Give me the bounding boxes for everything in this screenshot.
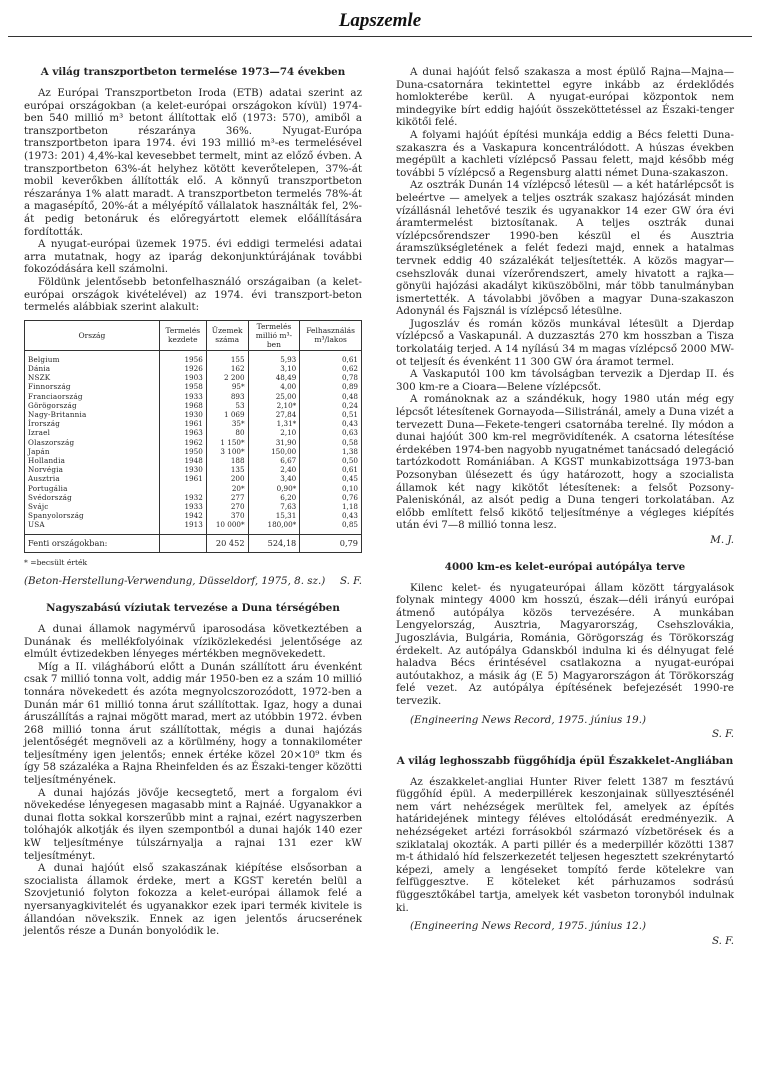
- table-row: [25, 350, 362, 364]
- value-cell: 80: [206, 428, 248, 437]
- table-row: [25, 493, 362, 502]
- value-cell: 48,49: [248, 373, 300, 382]
- value-cell: 5,93: [248, 350, 300, 364]
- value-cell: 6,67: [248, 456, 300, 465]
- table-row: [25, 520, 362, 534]
- value-cell: 1926: [159, 364, 206, 373]
- value-cell: 1,38: [300, 447, 362, 456]
- table-row: [25, 484, 362, 493]
- table-row: [25, 502, 362, 511]
- value-cell: 53: [206, 401, 248, 410]
- value-cell: 0,48: [300, 392, 362, 401]
- country-cell: Japán: [25, 447, 160, 456]
- country-cell: Ausztria: [25, 474, 160, 483]
- article1-title: A világ transzportbeton termelése 1973—74 években: [40, 66, 346, 78]
- value-cell: 1903: [159, 373, 206, 382]
- value-cell: 4,00: [248, 382, 300, 391]
- article3-title: 4000 km-es kelet-európai autópálya terve: [444, 560, 686, 573]
- article4-paragraph-1: Az északkelet-angliai Hunter River felett 1387 m fesztávú függőhíd épül. A mederpillérek keszonjainak süllyesztésénél nem várt nehézségek merültek fel, amelyek az építés határidejének mintegy féléves eltolódását eredményezik. A nehézségeket artézi forrásokból származó vízbetörések és a sziklatalaj okozták. A parti pillér és a mederpillér közötti 1387 m-t áthidaló híd felszerkezetét teljesen hegesztett szekrénytartó képezi, amely a lengéseket tompító ferde kötelekre van felfüggesztve. E köteleket két párhuzamos sodrású függesztőkábel tartja, amelyek két vasbeton toronyból indulnak ki.: [396, 775, 734, 914]
- value-cell: 1 069: [206, 410, 248, 419]
- value-cell: 20*: [206, 484, 248, 493]
- table-row: [25, 401, 362, 410]
- table-header: Ország: [25, 320, 160, 350]
- value-cell: 1930: [159, 465, 206, 474]
- article2-signature: M. J.: [710, 533, 734, 546]
- value-cell: 1942: [159, 511, 206, 520]
- value-cell: 6,20: [248, 493, 300, 502]
- value-cell: 0,61: [300, 350, 362, 364]
- value-cell: 180,00*: [248, 520, 300, 534]
- value-cell: 25,00: [248, 392, 300, 401]
- value-cell: 10 000*: [206, 520, 248, 534]
- value-cell: 1,31*: [248, 419, 300, 428]
- article4-title: A világ leghosszabb függőhídja épül Északkelet-Angliában: [396, 754, 734, 767]
- value-cell: 2,10: [248, 428, 300, 437]
- table-row: [25, 465, 362, 474]
- article2-paragraph-7: Az osztrák Dunán 14 vízlépcső létesül — a két határlépcsőt is beleértve — amelyek a teljes osztrák szakasz hajózását minden vízállásnál lehetővé teszik és ugyanakkor 14 ezer GW óra évi áramtermelést biztosítanak. A teljes osztrák dunai vízlépcsőrendszer 1990-ben készül el és Ausztria áramszükségletének a felét fedezi majd, ennek a hatalmas tervnek eddig 40 százalékát teljesítették. A közös magyar—csehszlovák dunai vízerőrendszert, amely hivatott a rajka—gönyüi hajózási akadályt kiküszöbölni, már több tanulmányban ismertették. A távolabbi jövőben a magyar Duna-szakaszon Adonynál és Fajsznál is vízlépcső létesülne.: [396, 179, 734, 318]
- value-cell: 0,50: [300, 456, 362, 465]
- value-cell: 1 150*: [206, 438, 248, 447]
- value-cell: 1933: [159, 392, 206, 401]
- value-cell: 0,76: [300, 493, 362, 502]
- total-value-cell: [159, 534, 206, 552]
- table-header-row: [25, 320, 362, 350]
- table-header: Termelés kezdete: [159, 320, 206, 350]
- value-cell: 1948: [159, 456, 206, 465]
- country-cell: Izrael: [25, 428, 160, 437]
- table-row: [25, 438, 362, 447]
- article1-source: [24, 575, 362, 588]
- value-cell: 95*: [206, 382, 248, 391]
- article1-source-text: (Beton-Herstellung-Verwendung, Düsseldorf, 1975, 8. sz.): [24, 575, 326, 588]
- table-row: [25, 419, 362, 428]
- value-cell: 3,40: [248, 474, 300, 483]
- article2-paragraph-5: A dunai hajóút felső szakasza a most épülő Rajna—Majna—Duna-csatornára tekintettel egyre inkább az érdeklődés homlokterébe kerül. A nyugat-európai központok nem mindegyike bírt eddig hajóút összeköttetéssel az Északi-tenger kikötői felé.: [396, 66, 734, 129]
- country-cell: Franciaország: [25, 392, 160, 401]
- value-cell: [159, 484, 206, 493]
- left-column: [24, 66, 362, 938]
- value-cell: 0,10: [300, 484, 362, 493]
- value-cell: 0,90*: [248, 484, 300, 493]
- value-cell: 277: [206, 493, 248, 502]
- country-cell: Nagy-Britannia: [25, 410, 160, 419]
- article2-paragraph-8: Jugoszláv és román közös munkával létesült a Djerdap vízlépcső a Vaskapunál. A duzzasztás 270 km hosszban a Tisza torkolatáig terjed. A 14 nyílású 34 m magas vízlépcső 2000 MW-ot teljesít és évenként 11 300 GW óra áramot termel.: [396, 317, 734, 368]
- article2-title: Nagyszabású víziutak tervezése a Duna térségében: [46, 601, 340, 614]
- article2-paragraph-4: A dunai hajóút első szakaszának kiépítése elsősorban a szocialista államok érdeke, mert a KGST keretén belül a Szovjetunió folyton fokozza a kelet-európai államok felé a nyersanyagkivitelét és ugyanakkor ezek ipari termék kivitele is állandóan növekszik. Ennek az igen jelentős árucserének jelentős része a Dunán bonyolódik le.: [24, 862, 362, 938]
- value-cell: 0,43: [300, 511, 362, 520]
- page-header: [8, 8, 752, 37]
- value-cell: 0,89: [300, 382, 362, 391]
- value-cell: 1962: [159, 438, 206, 447]
- value-cell: 150,00: [248, 447, 300, 456]
- table-row: [25, 373, 362, 382]
- value-cell: 1913: [159, 520, 206, 534]
- page-title: Lapszemle: [338, 10, 422, 31]
- country-cell: USA: [25, 520, 160, 534]
- value-cell: 3 100*: [206, 447, 248, 456]
- article3-paragraph-1: Kilenc kelet- és nyugateurópai állam között tárgyalások folynak mintegy 4000 km hosszú, észak—déli irányú európai átmenő autópálya közös tervezésére. A munkában Lengyelország, Ausztria, Magyarország, Csehszlovákia, Jugoszlávia, Bulgária, Románia, Görögország és Törökország érdekelt. Az autópálya Gdanskból indulna ki és délnyugat felé haladva Bécs érintésével csatlakozna a nyugat-európai autóutakhoz, a másik ág (E 5) Magyarországon át Törökország felé vezet. Az autópálya építésének befejezését 1990-re tervezik.: [396, 581, 734, 707]
- article2-paragraph-6: A folyami hajóút építési munkája eddig a Bécs feletti Duna-szakaszra és a Vaskapura koncentrálódott. A húszas években megépült a kachleti vízlépcső Passau felett, majd később még további 5 vízlépcső a Regensburg alatti német Duna-szakaszon.: [396, 128, 734, 179]
- value-cell: 0,61: [300, 465, 362, 474]
- table-row: [25, 474, 362, 483]
- value-cell: 1963: [159, 428, 206, 437]
- country-cell: Finnország: [25, 382, 160, 391]
- value-cell: 15,31: [248, 511, 300, 520]
- article1-paragraph-3: Földünk jelentősebb betonfelhasználó országaiban (a kelet-európai országok kivételével) az 1974. évi transzport-beton termelés alábbiak szerint alakult:: [24, 275, 362, 314]
- country-cell: Portugália: [25, 484, 160, 493]
- value-cell: 2,40: [248, 465, 300, 474]
- article4-source: (Engineering News Record, 1975. június 12.): [410, 920, 647, 933]
- production-table: [24, 320, 362, 553]
- article2-paragraph-9: A Vaskaputól 100 km távolságban tervezik a Djerdap II. és 300 km-re a Cioara—Belene vízlépcsőt.: [396, 368, 734, 393]
- value-cell: 1961: [159, 474, 206, 483]
- table-row: [25, 456, 362, 465]
- value-cell: 893: [206, 392, 248, 401]
- article1-paragraph-1: Az Európai Transzportbeton Iroda (ETB) adatai szerint az európai országokban (a kelet-európai országokon kívül) 1974-ben 540 millió m³ betont állítottak elő (1973: 570), amiből a transzportbeton részaránya 36%. Nyugat-Európa transzportbeton ipara 1974. évi 193 millió m³-es termelésével (1973: 201) 4,4%-kal kevesebbet termelt, mint az előző évben. A transzportbeton 63%-át helyhez kötött keverőtelepen, 37%-át mobil keverőkben állították elő. A könnyű transzportbeton részaránya 1% alatt maradt. A transzportbeton termelés 78%-át a magasépítő, 20%-át a mélyépítő vállalatok használták fel, 2%-át pedig betonáruk és előregyártott elemek előállítására fordították.: [24, 87, 362, 238]
- value-cell: 2 200: [206, 373, 248, 382]
- value-cell: 155: [206, 350, 248, 364]
- article1-signature: S. F.: [339, 575, 362, 588]
- table-body: [25, 350, 362, 552]
- value-cell: 0,58: [300, 438, 362, 447]
- table-row: [25, 382, 362, 391]
- value-cell: 1930: [159, 410, 206, 419]
- article3-source: (Engineering News Record, 1975. június 19.): [410, 713, 647, 726]
- value-cell: 2,10*: [248, 401, 300, 410]
- right-column: [396, 66, 734, 947]
- article2-paragraph-3: A dunai hajózás jövője kecsegtető, mert a forgalom évi növekedése lényegesen magasabb mint a Rajnáé. Ugyanakkor a dunai flotta sokkal korszerűbb mint a rajnai, ezért nagyszerben tolóhajók alkotják és ilyen szempontból a dunai hajók 140 ezer kW teljesítménye túlszárnyalja a rajnai 131 ezer kW teljesítményt.: [24, 786, 362, 862]
- article1-paragraph-2: A nyugat-európai üzemek 1975. évi eddigi termelési adatai arra mutatnak, hogy az iparág dekonjunktúrájának további fokozódására kell számolni.: [24, 238, 362, 276]
- table-row: [25, 364, 362, 373]
- value-cell: 1961: [159, 419, 206, 428]
- country-cell: Olaszország: [25, 438, 160, 447]
- country-cell: Norvégia: [25, 465, 160, 474]
- country-cell: Svájc: [25, 502, 160, 511]
- value-cell: 0,51: [300, 410, 362, 419]
- country-cell: Görögország: [25, 401, 160, 410]
- table-total-row: [25, 534, 362, 552]
- value-cell: 162: [206, 364, 248, 373]
- value-cell: 1956: [159, 350, 206, 364]
- value-cell: 0,78: [300, 373, 362, 382]
- value-cell: 1933: [159, 502, 206, 511]
- article3-signature: S. F.: [711, 728, 734, 741]
- table-row: [25, 511, 362, 520]
- value-cell: 0,63: [300, 428, 362, 437]
- country-cell: Írország: [25, 419, 160, 428]
- value-cell: 200: [206, 474, 248, 483]
- value-cell: 0,45: [300, 474, 362, 483]
- article2-paragraph-1: A dunai államok nagymérvű iparosodása következtében a Dunának és mellékfolyóinak víziközlekedési jelentősége az elmúlt évtizedekben lényeges mértékben megnövekedett.: [24, 622, 362, 661]
- total-label-cell: Fenti országokban:: [25, 534, 160, 552]
- table-header: Felhasználás m³/lakos: [300, 320, 362, 350]
- table-row: [25, 392, 362, 401]
- table-row: [25, 447, 362, 456]
- table-row: [25, 410, 362, 419]
- value-cell: 0,85: [300, 520, 362, 534]
- total-value-cell: 20 452: [206, 534, 248, 552]
- value-cell: 1,18: [300, 502, 362, 511]
- country-cell: Svédország: [25, 493, 160, 502]
- value-cell: 0,62: [300, 364, 362, 373]
- value-cell: 7,63: [248, 502, 300, 511]
- total-value-cell: 0,79: [300, 534, 362, 552]
- value-cell: 3,10: [248, 364, 300, 373]
- country-cell: NSZK: [25, 373, 160, 382]
- value-cell: 188: [206, 456, 248, 465]
- article4-signature: S. F.: [711, 934, 734, 947]
- table-row: [25, 428, 362, 437]
- value-cell: 270: [206, 502, 248, 511]
- value-cell: 1950: [159, 447, 206, 456]
- value-cell: 0,43: [300, 419, 362, 428]
- table-footnote: * =becsült érték: [24, 557, 88, 567]
- country-cell: Belgium: [25, 350, 160, 364]
- table-header: Üzemek száma: [206, 320, 248, 350]
- country-cell: Dánia: [25, 364, 160, 373]
- value-cell: 1932: [159, 493, 206, 502]
- value-cell: 1958: [159, 382, 206, 391]
- value-cell: 35*: [206, 419, 248, 428]
- article2-paragraph-2: Míg a II. világháború előtt a Dunán szállított áru évenként csak 7 millió tonna volt, addig már 1950-ben ez a szám 10 millió tonnára növekedett és azóta megnyolcszorozódott, 1972-ben a Dunán már 61 millió tonna árut szállítottak. Igaz, hogy a dunai áruszállítás a rajnai mögött marad, mert az utóbbin 1972. évben 268 millió tonna árut szállítottak, mégis a dunai hajózás jelentőségét megnöveli az a körülmény, hogy a tonnakilométer teljesítmény igen jelentős; ennek értéke közel 20×10⁹ tkm és így 58 százaléka a Rajna Rheinfelden és az Északi-tenger közötti teljesítményének.: [24, 660, 363, 787]
- article2-paragraph-10: A románoknak az a szándékuk, hogy 1980 után még egy lépcsőt létesítenek Gornayoda—Silistránál, amely a Duna vizét a tervezett Duna—Fekete-tengeri csatornába terelné. Ily módon a dunai hajóút 300 km-rel megrövidítenék. A csatorna létesítése érdekében 1974-ben nagyobb nyugatnémet tanácsadó delegáció tartózkodott Romániában. A KGST munkabizottsága 1973-ban Pozsonyban ülésezett és úgy határozott, hogy a szocialista államok két nagy kikötőt létesítenek: a felsőt Pozsony-Paleniskónál, az alsót pedig a Duna tengeri torkolatában. Az előbb említett felső kikötő teljesítménye a végleges kiépítés után évi 7—8 millió tonna lesz.: [396, 393, 734, 532]
- value-cell: 27,84: [248, 410, 300, 419]
- country-cell: Hollandia: [25, 456, 160, 465]
- value-cell: 135: [206, 465, 248, 474]
- table-header: Termelés millió m³-ben: [248, 320, 300, 350]
- value-cell: 31,90: [248, 438, 300, 447]
- country-cell: Spanyolország: [25, 511, 160, 520]
- value-cell: 1968: [159, 401, 206, 410]
- total-value-cell: 524,18: [248, 534, 300, 552]
- value-cell: 370: [206, 511, 248, 520]
- value-cell: 0,24: [300, 401, 362, 410]
